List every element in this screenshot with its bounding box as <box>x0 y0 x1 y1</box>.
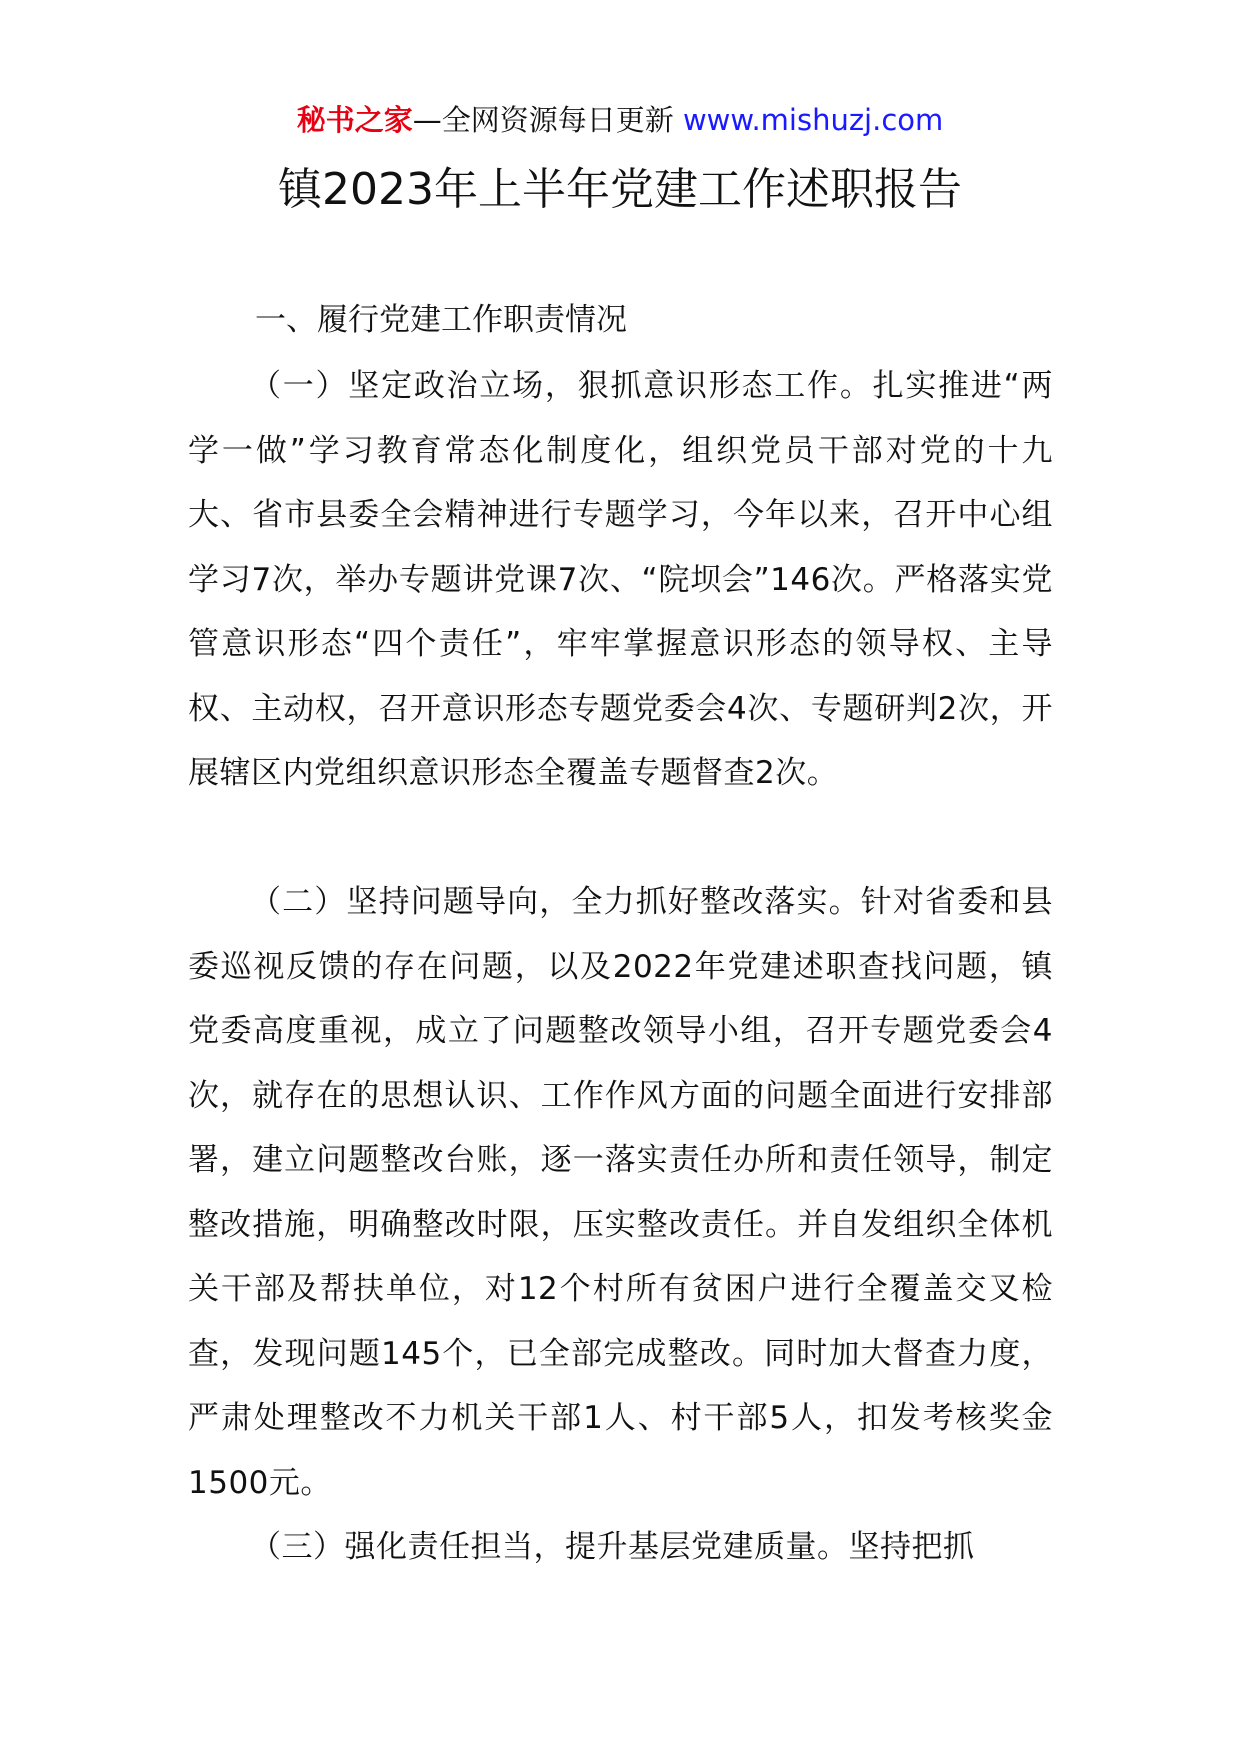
paragraph-2: （二）坚持问题导向，全力抓好整改落实。针对省委和县委巡视反馈的存在问题，以及2022年党建述职查找问题，镇党委高度重视，成立了问题整改领导小组，召开专题党委会4次，就存在的思想认识、工作作风方面的问题全面进行安排部署，建立问题整改台账，逐一落实责任办所和责任领导，制定整改措施，明确整改时限，压实整改责任。并自发组织全体机关干部及帮扶单位，对12个村所有贫困户进行全覆盖交叉检查，发现问题145个，已全部完成整改。同时加大督查力度，严肃处理整改不力机关干部1人、村干部5人，扣发考核奖金1500元。 <box>188 884 1053 1501</box>
site-header <box>0 100 1240 140</box>
document-title: 镇2023年上半年党建工作述职报告 <box>278 164 962 215</box>
paragraph-1: （一）坚定政治立场，狠抓意识形态工作。扎实推进“两学一做”学习教育常态化制度化，组织党员干部对党的十九大、省市县委全会精神进行专题学习，今年以来，召开中心组学习7次，举办专题讲党课7次、“院坝会”146次。严格落实党管意识形态“四个责任”，牢牢掌握意识形态的领导权、主导权、主动权，召开意识形态专题党委会4次、专题研判2次，开展辖区内党组织意识形态全覆盖专题督查2次。 <box>188 368 1053 791</box>
section-heading: 一、履行党建工作职责情况 <box>255 302 627 338</box>
site-tagline: —全网资源每日更新 <box>412 103 674 137</box>
site-brand: 秘书之家 <box>296 103 413 137</box>
paragraph-3: （三）强化责任担当，提升基层党建质量。坚持把抓 <box>250 1529 975 1565</box>
site-url-link[interactable]: www.mishuzj.com <box>682 103 944 137</box>
